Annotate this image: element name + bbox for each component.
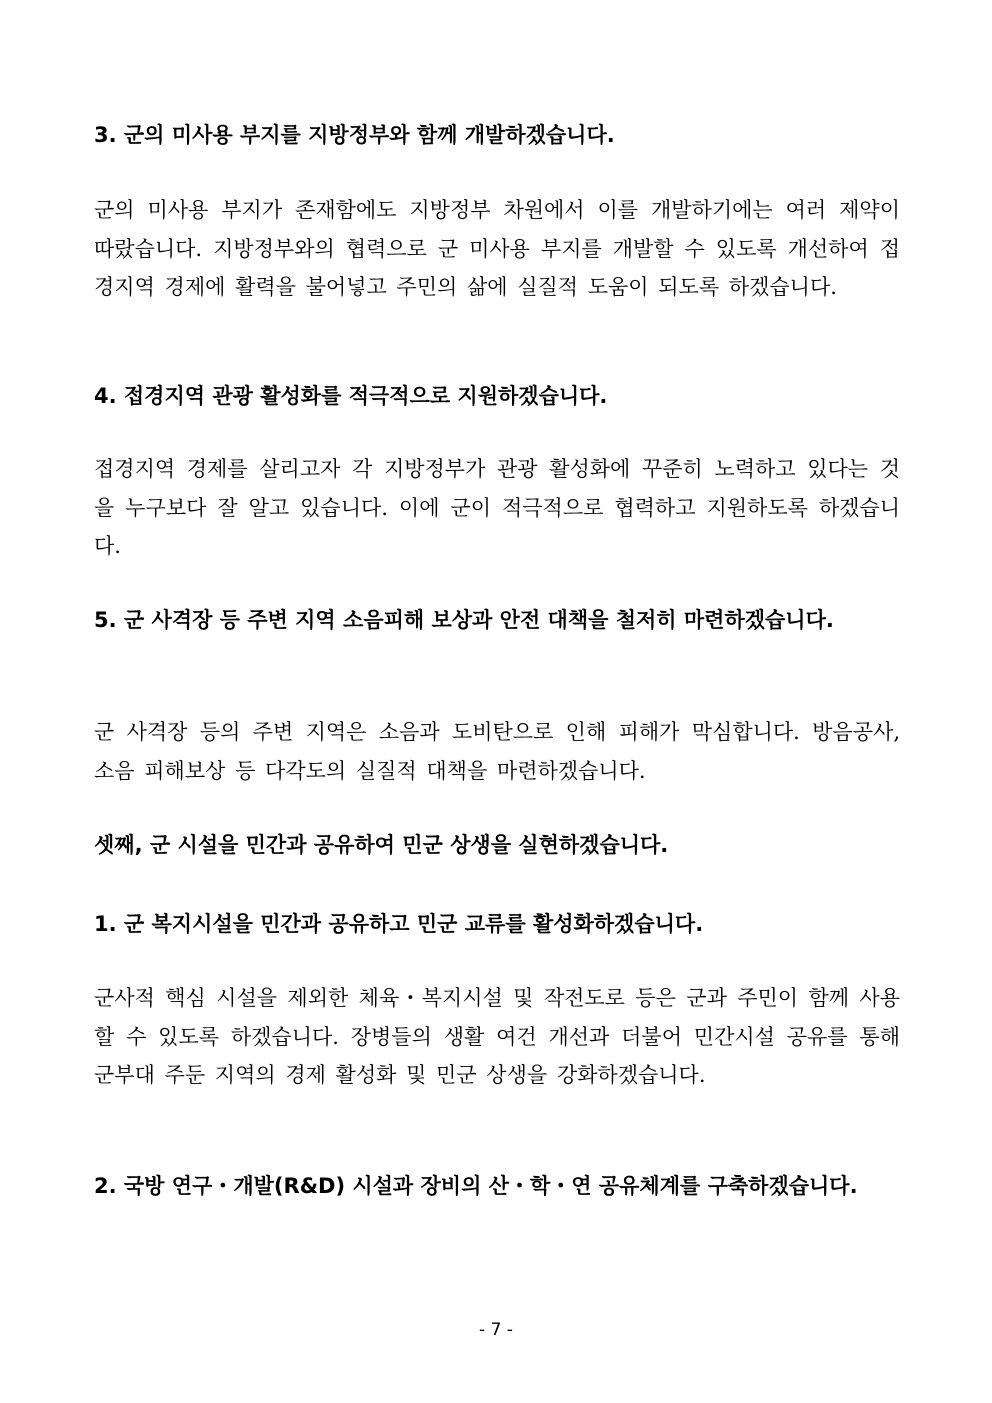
section-5-body: 군 사격장 등의 주변 지역은 소음과 도비탄으로 인해 피해가 막심합니다. 방음공사, 소음 피해보상 등 다각도의 실질적 대책을 마련하겠습니다. (94, 720, 900, 783)
section-2-heading: 2. 국방 연구・개발(R&D) 시설과 장비의 산・학・연 공유체계를 구축하겠습니다. (94, 1174, 858, 1198)
section-5-heading: 5. 군 사격장 등 주변 지역 소음피해 보상과 안전 대책을 철저히 마련하겠습니다. (94, 608, 834, 632)
section-4-body: 접경지역 경제를 살리고자 각 지방정부가 관광 활성화에 꾸준히 노력하고 있다는 것을 누구보다 잘 알고 있습니다. 이에 군이 적극적으로 협력하고 지원하도록 하겠습니다. (94, 457, 900, 558)
section-4-heading: 4. 접경지역 관광 활성화를 적극적으로 지원하겠습니다. (94, 384, 608, 408)
section-3-body: 군의 미사용 부지가 존재함에도 지방정부 차원에서 이를 개발하기에는 여러 제약이 따랐습니다. 지방정부와의 협력으로 군 미사용 부지를 개발할 수 있도록 개선하여 접경지역 경제에 활력을 불어넣고 주민의 삶에 실질적 도움이 되도록 하겠습니다. (94, 198, 900, 299)
section-1-heading: 1. 군 복지시설을 민간과 공유하고 민군 교류를 활성화하겠습니다. (94, 912, 704, 936)
part-three-heading: 셋째, 군 시설을 민간과 공유하여 민군 상생을 실현하겠습니다. (94, 833, 669, 857)
section-1-body: 군사적 핵심 시설을 제외한 체육・복지시설 및 작전도로 등은 군과 주민이 함께 사용할 수 있도록 하겠습니다. 장병들의 생활 여건 개선과 더불어 민간시설 공유를 통해 군부대 주둔 지역의 경제 활성화 및 민군 상생을 강화하겠습니다. (94, 986, 900, 1087)
page-number: - 7 - (479, 1320, 513, 1340)
section-3-heading: 3. 군의 미사용 부지를 지방정부와 함께 개발하겠습니다. (94, 123, 615, 147)
